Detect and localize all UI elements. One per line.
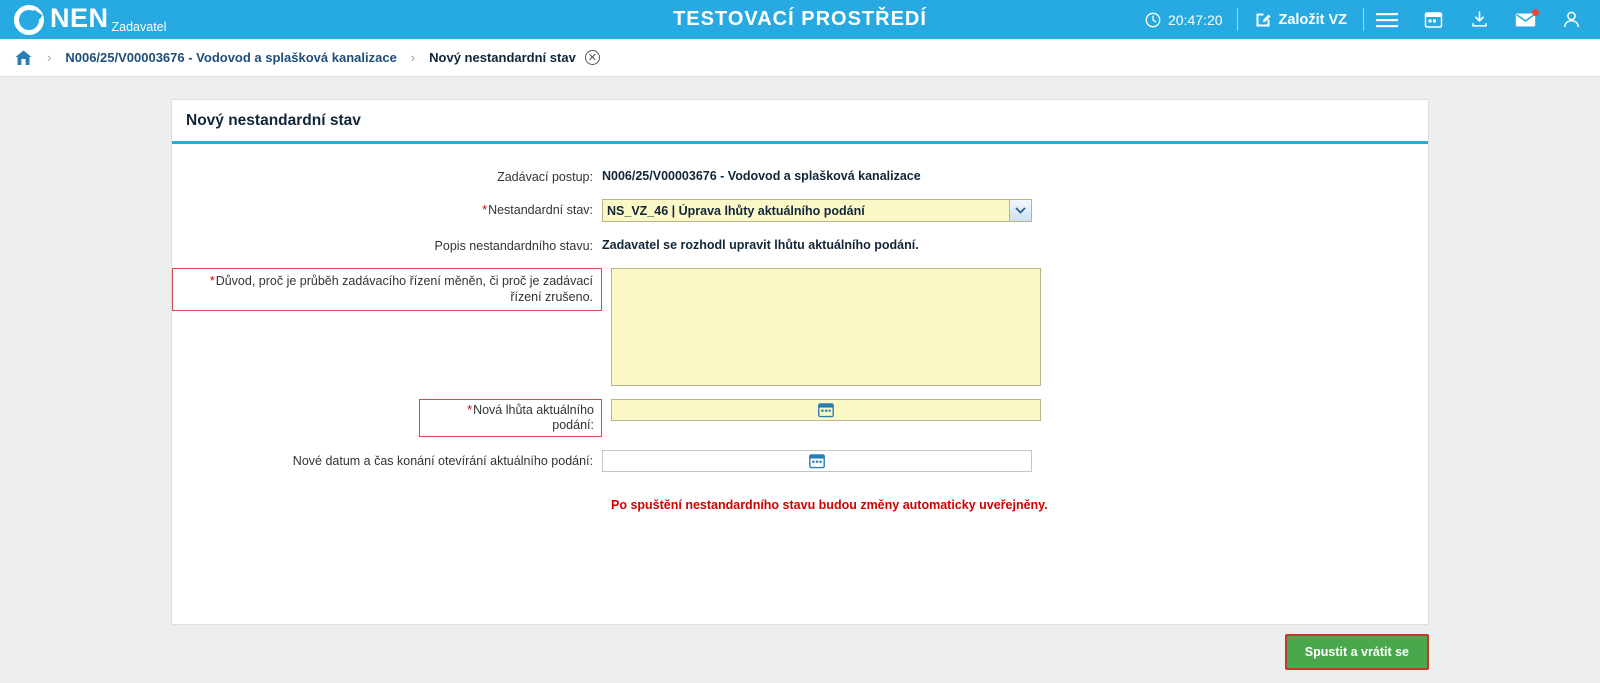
- page-body: [0, 77, 1600, 670]
- description-value: Zadavatel se rozhodl upravit lhůtu aktuálního podání.: [602, 238, 919, 252]
- clock-time: 20:47:20: [1168, 11, 1223, 28]
- calendar-icon[interactable]: [809, 453, 825, 469]
- brand-subtitle: Zadavatel: [111, 20, 167, 34]
- breadcrumb-separator: ›: [410, 50, 416, 65]
- field-row-state: [172, 199, 1428, 222]
- user-icon[interactable]: [1548, 0, 1594, 39]
- hamburger-menu-icon[interactable]: [1364, 0, 1410, 39]
- required-marker: *: [482, 203, 488, 217]
- field-row-reason: [172, 268, 1428, 386]
- create-procurement-button[interactable]: [1238, 11, 1363, 28]
- procedure-value: N006/25/V00003676 - Vodovod a splašková kanalizace: [602, 169, 921, 183]
- submit-button[interactable]: Spustit a vrátit se: [1285, 634, 1429, 670]
- new-deadline-label-text: Nová lhůta aktuálního podání:: [473, 403, 594, 432]
- card-header: [172, 100, 1428, 144]
- field-row-description: [172, 235, 1428, 255]
- reason-label: [172, 268, 602, 311]
- required-marker: *: [467, 403, 473, 417]
- new-opening-input-wrap: [602, 450, 1032, 472]
- breadcrumb-separator: ›: [47, 50, 52, 65]
- nen-logo[interactable]: [0, 0, 174, 39]
- calendar-icon[interactable]: [1410, 0, 1456, 39]
- close-icon[interactable]: ✕: [585, 50, 600, 65]
- page-title: Nový nestandardní stav: [186, 111, 361, 129]
- environment-title: TESTOVACÍ PROSTŘEDÍ: [673, 8, 927, 30]
- breadcrumb-item-procedure[interactable]: N006/25/V00003676 - Vodovod a splašková kanalizace: [65, 50, 397, 65]
- new-opening-label: Nové datum a čas konání otevírání aktuálního podání:: [292, 454, 593, 468]
- edit-document-icon: [1254, 11, 1271, 28]
- card-footer: [171, 634, 1429, 670]
- nen-logo-icon: [14, 5, 44, 35]
- brand-name: NEN: [50, 3, 109, 33]
- home-icon[interactable]: [14, 49, 33, 67]
- state-label: [172, 199, 602, 219]
- download-icon[interactable]: [1456, 0, 1502, 39]
- field-row-new-deadline: [172, 399, 1428, 437]
- calendar-icon[interactable]: [818, 402, 834, 418]
- field-row-procedure: [172, 166, 1428, 186]
- top-bar: [0, 0, 1600, 39]
- mail-unread-badge: [1532, 9, 1539, 16]
- form-card: [171, 99, 1429, 625]
- required-marker: *: [209, 274, 215, 288]
- new-deadline-label: [419, 399, 602, 437]
- top-bar-actions: [1131, 0, 1600, 39]
- description-label: Popis nestandardního stavu:: [434, 239, 593, 253]
- reason-textarea[interactable]: [611, 268, 1041, 386]
- form: [172, 144, 1428, 512]
- state-select-wrap: [602, 199, 1032, 222]
- clock: [1131, 12, 1237, 28]
- new-deadline-input-wrap: [611, 399, 1041, 421]
- state-select[interactable]: [602, 199, 1032, 222]
- procedure-label: Zadávací postup:: [497, 170, 593, 184]
- breadcrumb: [0, 39, 1600, 77]
- mail-icon[interactable]: [1502, 0, 1548, 39]
- reason-label-text: Důvod, proč je průběh zadávacího řízení měněn, či proč je zadávací řízení zrušeno.: [215, 274, 593, 304]
- create-procurement-label: Založit VZ: [1278, 11, 1347, 28]
- breadcrumb-item-current: Nový nestandardní stav: [429, 50, 576, 65]
- state-label-text: Nestandardní stav:: [488, 203, 593, 217]
- field-row-new-opening: [172, 450, 1428, 472]
- publish-notice: Po spuštění nestandardního stavu budou změny automaticky uveřejněny.: [611, 498, 1048, 512]
- clock-icon: [1145, 12, 1161, 28]
